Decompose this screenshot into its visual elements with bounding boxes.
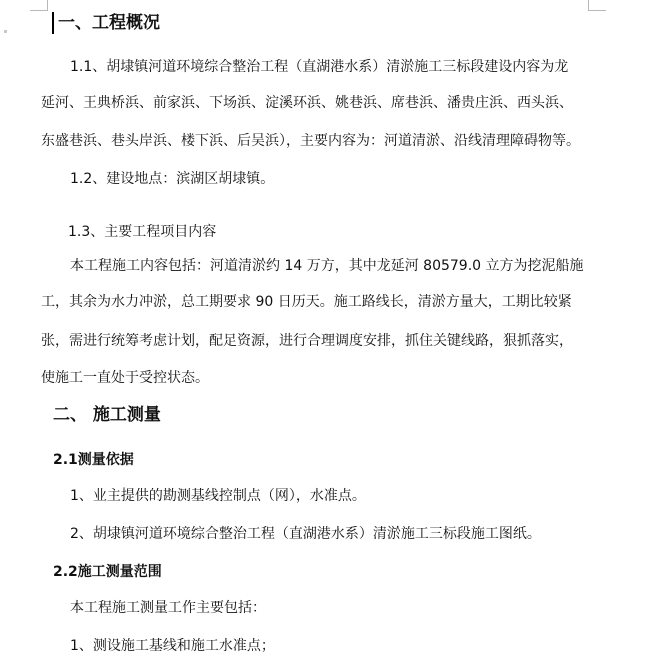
subheading-1-3[interactable]: 1.3、主要工程项目内容 — [68, 224, 217, 240]
section1-heading[interactable]: 一、工程概况 — [58, 13, 160, 33]
subheading-2-1[interactable]: 2.1测量依据 — [53, 452, 134, 468]
section2-heading[interactable]: 二、 施工测量 — [53, 405, 161, 425]
paragraph-1-3-line-1[interactable]: 本工程施工内容包括：河道清淤约 14 万方，其中龙延河 80579.0 立方为挖泥船施 — [70, 258, 584, 274]
list-item-2-1-1[interactable]: 1、业主提供的勘测基线控制点（网），水准点。 — [70, 488, 366, 504]
list-item-2-2-1[interactable]: 1、测设施工基线和施工水准点； — [70, 638, 275, 654]
subheading-2-2[interactable]: 2.2施工测量范围 — [53, 564, 162, 580]
paragraph-2-2-intro[interactable]: 本工程施工测量工作主要包括： — [70, 600, 266, 616]
crop-mark-top-right — [588, 10, 606, 11]
crop-mark-top-left — [30, 10, 48, 11]
paragraph-1-3-line-2[interactable]: 工，其余为水力冲淤，总工期要求 90 日历天。施工路线长，清淤方量大，工期比较紧 — [41, 294, 572, 310]
paragraph-1-1-line-2[interactable]: 延河、王典桥浜、前家浜、下场浜、淀溪环浜、姚巷浜、席巷浜、潘贵庄浜、西头浜、 — [41, 95, 573, 111]
crop-mark-top-right-vertical — [588, 0, 589, 11]
margin-marker — [4, 30, 7, 33]
paragraph-1-3-line-4[interactable]: 使施工一直处于受控状态。 — [41, 370, 209, 386]
list-item-2-1-2[interactable]: 2、胡埭镇河道环境综合整治工程（直湖港水系）清淤施工三标段施工图纸。 — [70, 526, 541, 542]
text-cursor — [52, 12, 54, 34]
paragraph-1-3-line-3[interactable]: 张，需进行统筹考虑计划，配足资源，进行合理调度安排，抓住关键线路，狠抓落实， — [41, 333, 573, 349]
crop-mark-top-left-vertical — [47, 0, 48, 11]
paragraph-1-1-line-3[interactable]: 东盛巷浜、巷头岸浜、楼下浜、后吴浜），主要内容为：河道清淤、沿线清理障碍物等。 — [41, 133, 580, 149]
paragraph-1-2[interactable]: 1.2、建设地点：滨湖区胡埭镇。 — [70, 171, 275, 187]
paragraph-1-1-line-1[interactable]: 1.1、胡埭镇河道环境综合整治工程（直湖港水系）清淤施工三标段建设内容为龙 — [70, 59, 569, 75]
